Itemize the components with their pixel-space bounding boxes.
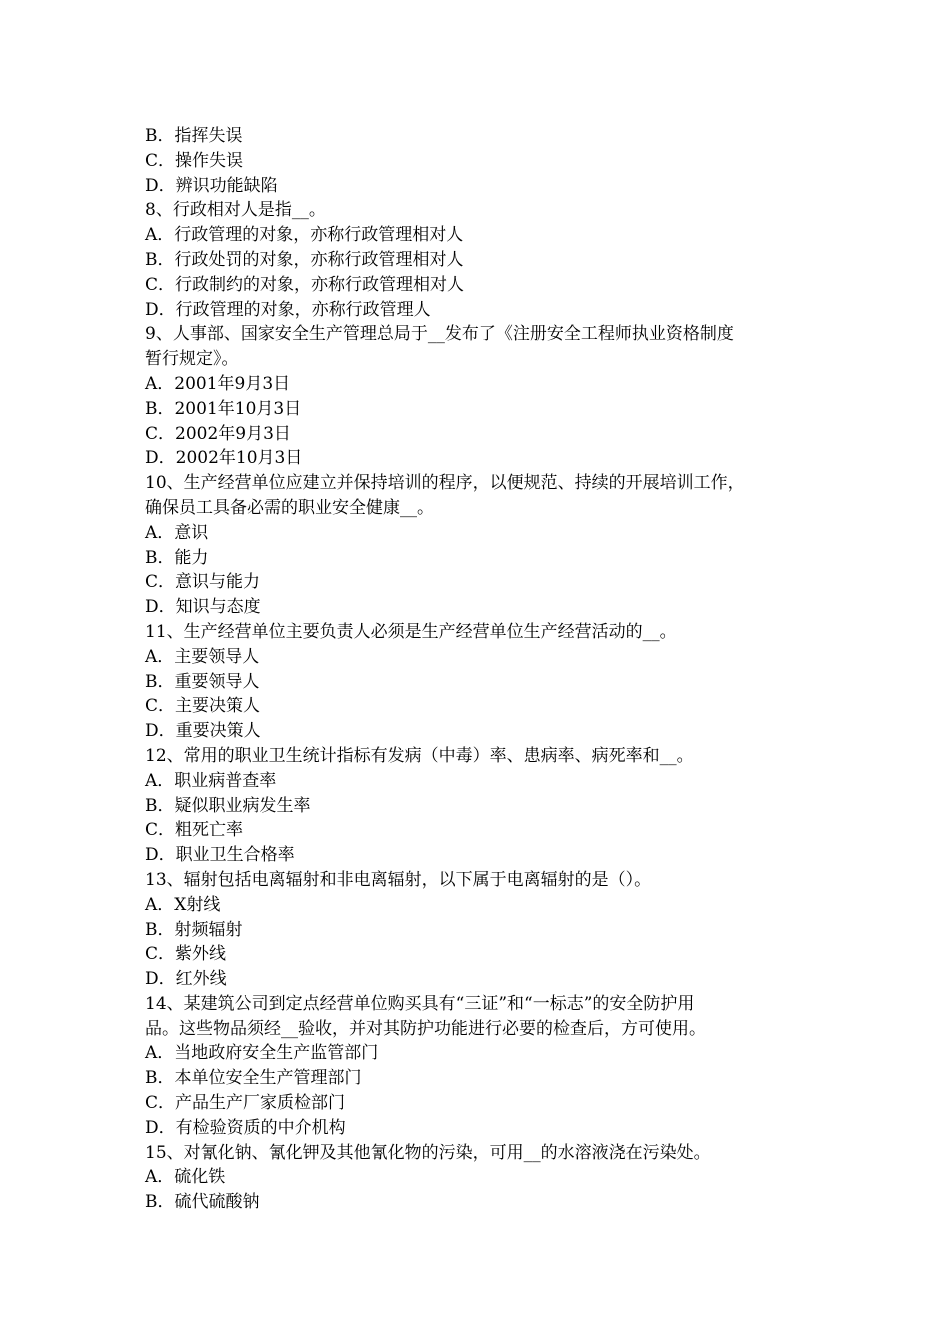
option-line: A．2001年9月3日 [145,373,291,394]
option-line: B．疑似职业病发生率 [145,795,311,816]
option-line: B．射频辐射 [145,919,243,940]
option-line: D．职业卫生合格率 [145,845,295,866]
option-line: A．行政管理的对象，亦称行政管理相对人 [145,225,464,246]
option-line: B．硫代硫酸钠 [145,1192,260,1213]
option-line: B．2001年10月3日 [145,398,302,419]
option-line: D．知识与态度 [145,597,261,618]
option-line: C．产品生产厂家质检部门 [145,1093,346,1114]
option-line: B．能力 [145,547,209,568]
question-11: 11、生产经营单位主要负责人必须是生产经营单位生产经营活动的__。 [145,621,677,642]
question-15: 15、对氰化钠、氰化钾及其他氰化物的污染，可用__的水溶液浇在污染处。 [145,1142,711,1163]
question-9: 9、人事部、国家安全生产管理总局于__发布了《注册安全工程师执业资格制度 [145,324,734,345]
question-12: 12、常用的职业卫生统计指标有发病（中毒）率、患病率、病死率和__。 [145,745,694,766]
option-line: C．行政制约的对象，亦称行政管理相对人 [145,274,465,295]
question-14-continued: 品。这些物品须经__验收，并对其防护功能进行必要的检查后，方可使用。 [145,1018,706,1039]
option-line: B．行政处罚的对象，亦称行政管理相对人 [145,249,464,270]
option-line: A．当地政府安全生产监管部门 [145,1043,379,1064]
option-line: D．2002年10月3日 [145,448,303,469]
option-line: C．操作失误 [145,150,244,171]
option-line: C．粗死亡率 [145,820,244,841]
option-line: D．有检验资质的中介机构 [145,1117,346,1138]
option-line: A．职业病普查率 [145,770,277,791]
question-14: 14、某建筑公司到定点经营单位购买具有“三证”和“一标志”的安全防护用 [145,993,695,1014]
option-line: A．意识 [145,522,209,543]
option-line: D．红外线 [145,969,227,990]
question-10: 10、生产经营单位应建立并保持培训的程序，以便规范、持续的开展培训工作， [145,473,745,494]
option-line: B．本单位安全生产管理部门 [145,1068,362,1089]
option-line: C．意识与能力 [145,572,261,593]
option-line: A．硫化铁 [145,1167,226,1188]
question-10-continued: 确保员工具备必需的职业安全健康__。 [145,497,434,518]
option-line: B．指挥失误 [145,126,243,146]
option-line: A．主要领导人 [145,646,260,667]
question-13: 13、辐射包括电离辐射和非电离辐射，以下属于电离辐射的是（）。 [145,869,652,890]
option-line: D．重要决策人 [145,721,261,742]
question-9-continued: 暂行规定》。 [145,349,239,370]
option-line: D．行政管理的对象，亦称行政管理人 [145,299,431,320]
question-8: 8、行政相对人是指__。 [145,200,326,221]
option-line: C．紫外线 [145,944,227,965]
document-body [145,124,825,1215]
option-line: C．2002年9月3日 [145,423,291,444]
option-line: D．辨识功能缺陷 [145,175,278,196]
option-line: B．重要领导人 [145,671,260,692]
option-line: C．主要决策人 [145,696,261,717]
option-line: A．X射线 [145,894,221,915]
